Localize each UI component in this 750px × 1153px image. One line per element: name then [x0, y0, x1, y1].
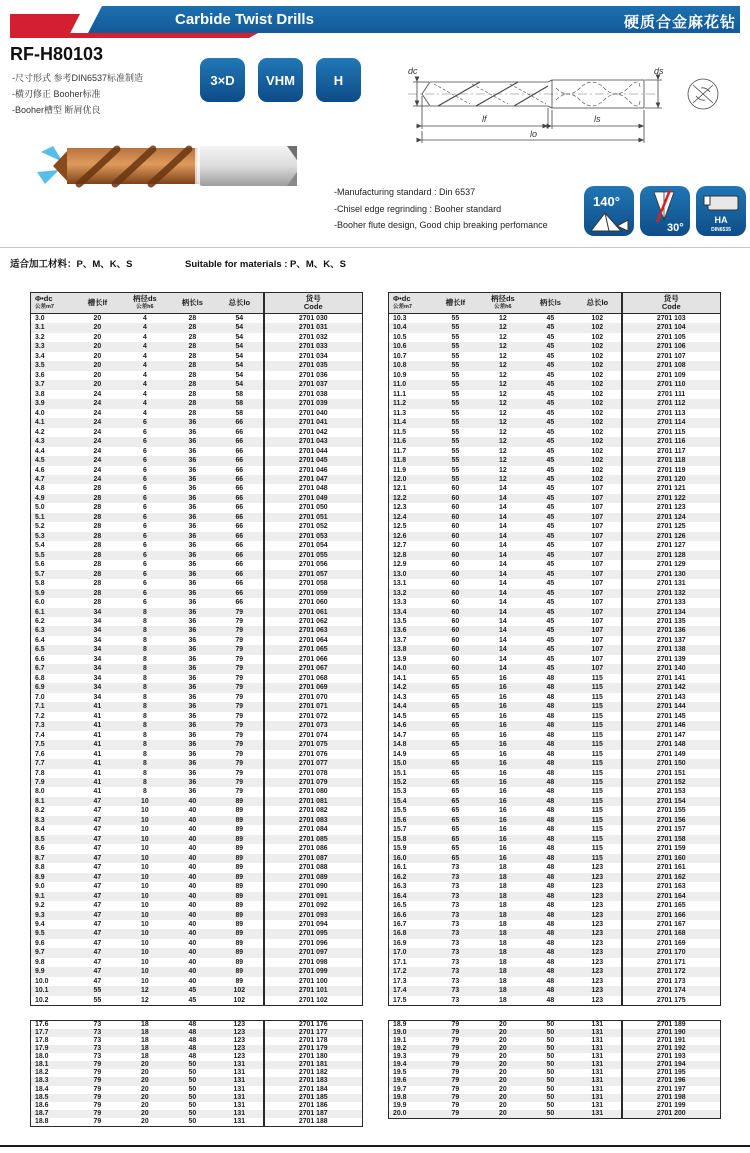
materials-label-en: Suitable for materials : P、M、K、S — [185, 259, 347, 270]
table-row: 3.5 20 4 28 54 2701 035 — [31, 361, 363, 370]
table-row: 8.2 47 10 40 89 2701 082 — [31, 806, 363, 815]
spec-badges — [200, 58, 361, 102]
table-row: 8.0 41 8 36 79 2701 080 — [31, 787, 363, 796]
table-row: 18.6 79 20 50 131 2701 186 — [31, 1102, 363, 1110]
table-row: 6.8 34 8 36 79 2701 068 — [31, 674, 363, 683]
feature-zh-line: -横刃修正 Booher标准 — [12, 89, 101, 99]
materials-label-zh: 适合加工材料：P、M、K、S — [10, 259, 133, 270]
table-row: 18.7 79 20 50 131 2701 187 — [31, 1110, 363, 1118]
table-row: 7.9 41 8 36 79 2701 079 — [31, 778, 363, 787]
table-row: 16.5 73 18 48 123 2701 165 — [389, 901, 721, 910]
col-header-flute-length: 槽长lf — [74, 293, 121, 314]
diagram-label-lo: lo — [530, 129, 538, 139]
table-row: 7.7 41 8 36 79 2701 077 — [31, 759, 363, 768]
table-row: 9.0 47 10 40 89 2701 090 — [31, 882, 363, 891]
feature-list-en — [334, 184, 548, 234]
col-header-code: 货号 Code — [622, 293, 721, 314]
drill-product-image — [35, 138, 315, 205]
table-row: 4.8 28 6 36 66 2701 048 — [31, 484, 363, 493]
table-row: 3.9 24 4 28 58 2701 039 — [31, 399, 363, 408]
svg-text:DIN6535: DIN6535 — [711, 227, 731, 233]
table-row: 11.3 55 12 45 102 2701 113 — [389, 409, 721, 418]
table-row: 12.1 60 14 45 107 2701 121 — [389, 484, 721, 493]
table-row: 5.7 28 6 36 66 2701 057 — [31, 570, 363, 579]
table-row: 15.5 65 16 48 115 2701 155 — [389, 806, 721, 815]
table-row: 11.2 55 12 45 102 2701 112 — [389, 399, 721, 408]
table-row: 10.0 47 10 40 89 2701 100 — [31, 977, 363, 986]
table-row: 17.0 73 18 48 123 2701 170 — [389, 948, 721, 957]
table-row: 3.4 20 4 28 54 2701 034 — [31, 352, 363, 361]
table-row: 19.0 79 20 50 131 2701 190 — [389, 1029, 721, 1037]
table-row: 16.3 73 18 48 123 2701 163 — [389, 882, 721, 891]
table-row: 8.7 47 10 40 89 2701 087 — [31, 854, 363, 863]
table-row: 11.4 55 12 45 102 2701 114 — [389, 418, 721, 427]
table-row: 7.5 41 8 36 79 2701 075 — [31, 740, 363, 749]
table-row: 18.4 79 20 50 131 2701 184 — [31, 1086, 363, 1094]
table-row: 14.4 65 16 48 115 2701 144 — [389, 702, 721, 711]
section-divider — [0, 247, 750, 248]
table-row: 20.0 79 20 50 131 2701 200 — [389, 1110, 721, 1119]
table-row: 4.7 24 6 36 66 2701 047 — [31, 475, 363, 484]
table-row: 4.0 24 4 28 58 2701 040 — [31, 409, 363, 418]
table-row: 10.2 55 12 45 102 2701 102 — [31, 996, 363, 1006]
table-row: 6.7 34 8 36 79 2701 067 — [31, 664, 363, 673]
table-row: 3.1 20 4 28 54 2701 031 — [31, 323, 363, 332]
table-row: 10.6 55 12 45 102 2701 106 — [389, 342, 721, 351]
spec-table-bottom-left — [30, 1020, 363, 1127]
spec-table-main-left — [30, 292, 363, 1006]
table-row: 9.3 47 10 40 89 2701 093 — [31, 911, 363, 920]
table-row: 7.4 41 8 36 79 2701 074 — [31, 731, 363, 740]
table-row: 5.6 28 6 36 66 2701 056 — [31, 560, 363, 569]
diagram-label-lf: lf — [482, 114, 487, 124]
feature-en-line: -Booher flute design, Good chip breaking perfomance — [334, 220, 548, 230]
spec-table-bottom-right — [388, 1020, 721, 1119]
table-row: 3.8 24 4 28 58 2701 038 — [31, 390, 363, 399]
table-row: 12.5 60 14 45 107 2701 125 — [389, 522, 721, 531]
table-row: 11.8 55 12 45 102 2701 118 — [389, 456, 721, 465]
svg-text:30°: 30° — [667, 222, 684, 234]
svg-text:HA: HA — [714, 215, 728, 225]
spec-icon-row — [584, 186, 746, 236]
table-row: 15.9 65 16 48 115 2701 159 — [389, 844, 721, 853]
table-row: 18.9 79 20 50 131 2701 189 — [389, 1021, 721, 1030]
table-row: 17.4 73 18 48 123 2701 174 — [389, 986, 721, 995]
table-row: 17.5 73 18 48 123 2701 175 — [389, 996, 721, 1006]
table-row: 16.6 73 18 48 123 2701 166 — [389, 911, 721, 920]
col-header-overall-length: 总长lo — [216, 293, 263, 314]
table-row: 10.9 55 12 45 102 2701 109 — [389, 371, 721, 380]
table-row: 15.1 65 16 48 115 2701 151 — [389, 769, 721, 778]
spec-table-main-right — [388, 292, 721, 1006]
table-row: 11.5 55 12 45 102 2701 115 — [389, 428, 721, 437]
table-row: 7.8 41 8 36 79 2701 078 — [31, 769, 363, 778]
table-row: 19.1 79 20 50 131 2701 191 — [389, 1037, 721, 1045]
product-model: RF-H80103 — [10, 44, 104, 64]
table-row: 9.8 47 10 40 89 2701 098 — [31, 958, 363, 967]
table-row: 12.9 60 14 45 107 2701 129 — [389, 560, 721, 569]
col-header-overall-length: 总长lo — [574, 293, 621, 314]
table-row: 3.3 20 4 28 54 2701 033 — [31, 342, 363, 351]
table-row: 6.9 34 8 36 79 2701 069 — [31, 683, 363, 692]
diagram-label-ls: ls — [594, 114, 601, 124]
table-row: 9.4 47 10 40 89 2701 094 — [31, 920, 363, 929]
table-row: 5.5 28 6 36 66 2701 055 — [31, 551, 363, 560]
table-row: 12.2 60 14 45 107 2701 122 — [389, 494, 721, 503]
table-row: 12.4 60 14 45 107 2701 124 — [389, 513, 721, 522]
table-row: 6.3 34 8 36 79 2701 063 — [31, 626, 363, 635]
table-row: 14.1 65 16 48 115 2701 141 — [389, 674, 721, 683]
col-header-shank-length: 柄长ls — [527, 293, 574, 314]
table-row: 14.7 65 16 48 115 2701 147 — [389, 731, 721, 740]
svg-text:140°: 140° — [593, 194, 620, 209]
table-row: 4.4 24 6 36 66 2701 044 — [31, 447, 363, 456]
table-row: 10.7 55 12 45 102 2701 107 — [389, 352, 721, 361]
table-row: 18.5 79 20 50 131 2701 185 — [31, 1094, 363, 1102]
point-angle-icon — [584, 186, 634, 236]
table-row: 8.5 47 10 40 89 2701 085 — [31, 835, 363, 844]
col-header-flute-length: 槽长lf — [432, 293, 479, 314]
feature-en-line: -Manufacturing standard : Din 6537 — [334, 187, 476, 197]
table-row: 3.2 20 4 28 54 2701 032 — [31, 333, 363, 342]
table-row: 14.3 65 16 48 115 2701 143 — [389, 693, 721, 702]
table-row: 7.6 41 8 36 79 2701 076 — [31, 750, 363, 759]
table-row: 11.1 55 12 45 102 2701 111 — [389, 390, 721, 399]
table-row: 5.1 28 6 36 66 2701 051 — [31, 513, 363, 522]
table-row: 15.2 65 16 48 115 2701 152 — [389, 778, 721, 787]
table-row: 5.3 28 6 36 66 2701 053 — [31, 532, 363, 541]
table-row: 9.2 47 10 40 89 2701 092 — [31, 901, 363, 910]
table-row: 5.2 28 6 36 66 2701 052 — [31, 522, 363, 531]
table-row: 6.0 28 6 36 66 2701 060 — [31, 598, 363, 607]
table-row: 14.6 65 16 48 115 2701 146 — [389, 721, 721, 730]
page-title: Carbide Twist Drills — [175, 11, 314, 28]
table-row: 17.7 73 18 48 123 2701 177 — [31, 1029, 363, 1037]
table-row: 15.4 65 16 48 115 2701 154 — [389, 797, 721, 806]
diagram-label-dc: dc — [408, 66, 418, 76]
table-row: 3.7 20 4 28 54 2701 037 — [31, 380, 363, 389]
table-row: 4.2 24 6 36 66 2701 042 — [31, 428, 363, 437]
table-row: 16.1 73 18 48 123 2701 161 — [389, 863, 721, 872]
table-row: 18.3 79 20 50 131 2701 183 — [31, 1077, 363, 1085]
header-accent-line — [10, 33, 258, 38]
table-row: 4.3 24 6 36 66 2701 043 — [31, 437, 363, 446]
table-row: 10.5 55 12 45 102 2701 105 — [389, 333, 721, 342]
feature-en-line: -Chisel edge regrinding : Booher standard — [334, 203, 502, 214]
table-row: 9.9 47 10 40 89 2701 099 — [31, 967, 363, 976]
col-header-shank-length: 柄长ls — [169, 293, 216, 314]
table-row: 5.9 28 6 36 66 2701 059 — [31, 589, 363, 598]
table-row: 8.1 47 10 40 89 2701 081 — [31, 797, 363, 806]
table-row: 4.6 24 6 36 66 2701 046 — [31, 466, 363, 475]
table-row: 15.6 65 16 48 115 2701 156 — [389, 816, 721, 825]
table-row: 3.0 20 4 28 54 2701 030 — [31, 314, 363, 324]
table-row: 19.3 79 20 50 131 2701 193 — [389, 1053, 721, 1061]
table-row: 14.2 65 16 48 115 2701 142 — [389, 683, 721, 692]
table-row: 6.1 34 8 36 79 2701 061 — [31, 608, 363, 617]
table-row: 17.3 73 18 48 123 2701 173 — [389, 977, 721, 986]
table-row: 8.3 47 10 40 89 2701 083 — [31, 816, 363, 825]
table-row: 10.3 55 12 45 102 2701 103 — [389, 314, 721, 324]
table-row: 11.6 55 12 45 102 2701 116 — [389, 437, 721, 446]
table-row: 16.4 73 18 48 123 2701 164 — [389, 892, 721, 901]
table-row: 8.6 47 10 40 89 2701 086 — [31, 844, 363, 853]
table-row: 9.7 47 10 40 89 2701 097 — [31, 948, 363, 957]
table-row: 12.3 60 14 45 107 2701 123 — [389, 503, 721, 512]
feature-zh-line: -Booher槽型 断屑优良 — [12, 105, 101, 115]
table-row: 13.3 60 14 45 107 2701 133 — [389, 598, 721, 607]
table-row: 18.0 73 18 48 123 2701 180 — [31, 1053, 363, 1061]
table-row: 12.0 55 12 45 102 2701 120 — [389, 475, 721, 484]
table-row: 6.2 34 8 36 79 2701 062 — [31, 617, 363, 626]
table-row: 19.2 79 20 50 131 2701 192 — [389, 1045, 721, 1053]
table-row: 16.9 73 18 48 123 2701 169 — [389, 939, 721, 948]
table-row: 17.1 73 18 48 123 2701 171 — [389, 958, 721, 967]
table-row: 15.8 65 16 48 115 2701 158 — [389, 835, 721, 844]
table-row: 13.5 60 14 45 107 2701 135 — [389, 617, 721, 626]
table-row: 3.6 20 4 28 54 2701 036 — [31, 371, 363, 380]
dimension-diagram — [400, 44, 745, 161]
shank-type-icon — [696, 186, 746, 236]
table-row: 14.9 65 16 48 115 2701 149 — [389, 750, 721, 759]
table-row: 11.0 55 12 45 102 2701 110 — [389, 380, 721, 389]
table-row: 18.2 79 20 50 131 2701 182 — [31, 1069, 363, 1077]
table-row: 13.9 60 14 45 107 2701 139 — [389, 655, 721, 664]
col-header-shank-diameter: 柄径ds 公差h6 — [121, 293, 168, 314]
table-row: 17.9 73 18 48 123 2701 179 — [31, 1045, 363, 1053]
table-row: 10.8 55 12 45 102 2701 108 — [389, 361, 721, 370]
table-row: 7.2 41 8 36 79 2701 072 — [31, 712, 363, 721]
table-row: 19.6 79 20 50 131 2701 196 — [389, 1077, 721, 1085]
diagram-label-ds: ds — [654, 66, 664, 76]
badge-material-vhm: VHM — [258, 58, 303, 102]
table-row: 14.0 60 14 45 107 2701 140 — [389, 664, 721, 673]
table-row: 10.1 55 12 45 102 2701 101 — [31, 986, 363, 995]
table-row: 15.0 65 16 48 115 2701 150 — [389, 759, 721, 768]
badge-length-ratio: 3×D — [200, 58, 245, 102]
table-row: 5.4 28 6 36 66 2701 054 — [31, 541, 363, 550]
table-row: 13.6 60 14 45 107 2701 136 — [389, 626, 721, 635]
table-row: 19.8 79 20 50 131 2701 198 — [389, 1094, 721, 1102]
col-header-diameter: Φ•dc 公差m7 — [389, 293, 432, 314]
table-row: 12.7 60 14 45 107 2701 127 — [389, 541, 721, 550]
table-row: 13.2 60 14 45 107 2701 132 — [389, 589, 721, 598]
badge-type-h: H — [316, 58, 361, 102]
table-row: 17.2 73 18 48 123 2701 172 — [389, 967, 721, 976]
table-row: 17.8 73 18 48 123 2701 178 — [31, 1037, 363, 1045]
helix-angle-icon — [640, 186, 690, 236]
table-row: 19.9 79 20 50 131 2701 199 — [389, 1102, 721, 1110]
table-row: 13.7 60 14 45 107 2701 137 — [389, 636, 721, 645]
table-row: 15.3 65 16 48 115 2701 153 — [389, 787, 721, 796]
table-row: 14.5 65 16 48 115 2701 145 — [389, 712, 721, 721]
col-header-code: 货号 Code — [264, 293, 363, 314]
col-header-shank-diameter: 柄径ds 公差h6 — [479, 293, 526, 314]
brand-logo-shape — [10, 14, 80, 33]
table-row: 18.8 79 20 50 131 2701 188 — [31, 1118, 363, 1127]
table-header — [389, 293, 721, 314]
table-row: 9.1 47 10 40 89 2701 091 — [31, 892, 363, 901]
table-row: 16.2 73 18 48 123 2701 162 — [389, 873, 721, 882]
table-row: 16.7 73 18 48 123 2701 167 — [389, 920, 721, 929]
table-row: 8.9 47 10 40 89 2701 089 — [31, 873, 363, 882]
page-title-zh: 硬质合金麻花钻 — [623, 14, 736, 31]
table-row: 18.1 79 20 50 131 2701 181 — [31, 1061, 363, 1069]
table-row: 13.0 60 14 45 107 2701 130 — [389, 570, 721, 579]
feature-zh-line: -尺寸形式 参考DIN6537标准制造 — [12, 73, 144, 83]
table-row: 5.8 28 6 36 66 2701 058 — [31, 579, 363, 588]
table-row: 17.6 73 18 48 123 2701 176 — [31, 1021, 363, 1030]
table-row: 16.0 65 16 48 115 2701 160 — [389, 854, 721, 863]
page-footer-line — [0, 1145, 750, 1147]
feature-list-zh — [12, 70, 143, 118]
table-row: 6.5 34 8 36 79 2701 065 — [31, 645, 363, 654]
table-row: 8.8 47 10 40 89 2701 088 — [31, 863, 363, 872]
table-row: 10.4 55 12 45 102 2701 104 — [389, 323, 721, 332]
table-row: 9.6 47 10 40 89 2701 096 — [31, 939, 363, 948]
table-row: 19.5 79 20 50 131 2701 195 — [389, 1069, 721, 1077]
table-row: 13.4 60 14 45 107 2701 134 — [389, 608, 721, 617]
table-row: 14.8 65 16 48 115 2701 148 — [389, 740, 721, 749]
table-row: 7.1 41 8 36 79 2701 071 — [31, 702, 363, 711]
table-row: 8.4 47 10 40 89 2701 084 — [31, 825, 363, 834]
table-row: 6.6 34 8 36 79 2701 066 — [31, 655, 363, 664]
table-row: 12.6 60 14 45 107 2701 126 — [389, 532, 721, 541]
table-row: 9.5 47 10 40 89 2701 095 — [31, 929, 363, 938]
table-row: 5.0 28 6 36 66 2701 050 — [31, 503, 363, 512]
col-header-diameter: Φ•dc 公差m7 — [31, 293, 74, 314]
table-row: 7.0 34 8 36 79 2701 070 — [31, 693, 363, 702]
table-row: 16.8 73 18 48 123 2701 168 — [389, 929, 721, 938]
table-row: 19.7 79 20 50 131 2701 197 — [389, 1086, 721, 1094]
table-row: 4.9 28 6 36 66 2701 049 — [31, 494, 363, 503]
table-row: 13.1 60 14 45 107 2701 131 — [389, 579, 721, 588]
table-row: 6.4 34 8 36 79 2701 064 — [31, 636, 363, 645]
table-row: 4.1 24 6 36 66 2701 041 — [31, 418, 363, 427]
table-row: 7.3 41 8 36 79 2701 073 — [31, 721, 363, 730]
table-row: 11.9 55 12 45 102 2701 119 — [389, 466, 721, 475]
table-row: 15.7 65 16 48 115 2701 157 — [389, 825, 721, 834]
table-row: 12.8 60 14 45 107 2701 128 — [389, 551, 721, 560]
table-row: 11.7 55 12 45 102 2701 117 — [389, 447, 721, 456]
table-row: 19.4 79 20 50 131 2701 194 — [389, 1061, 721, 1069]
table-row: 13.8 60 14 45 107 2701 138 — [389, 645, 721, 654]
table-header — [31, 293, 363, 314]
table-row: 4.5 24 6 36 66 2701 045 — [31, 456, 363, 465]
